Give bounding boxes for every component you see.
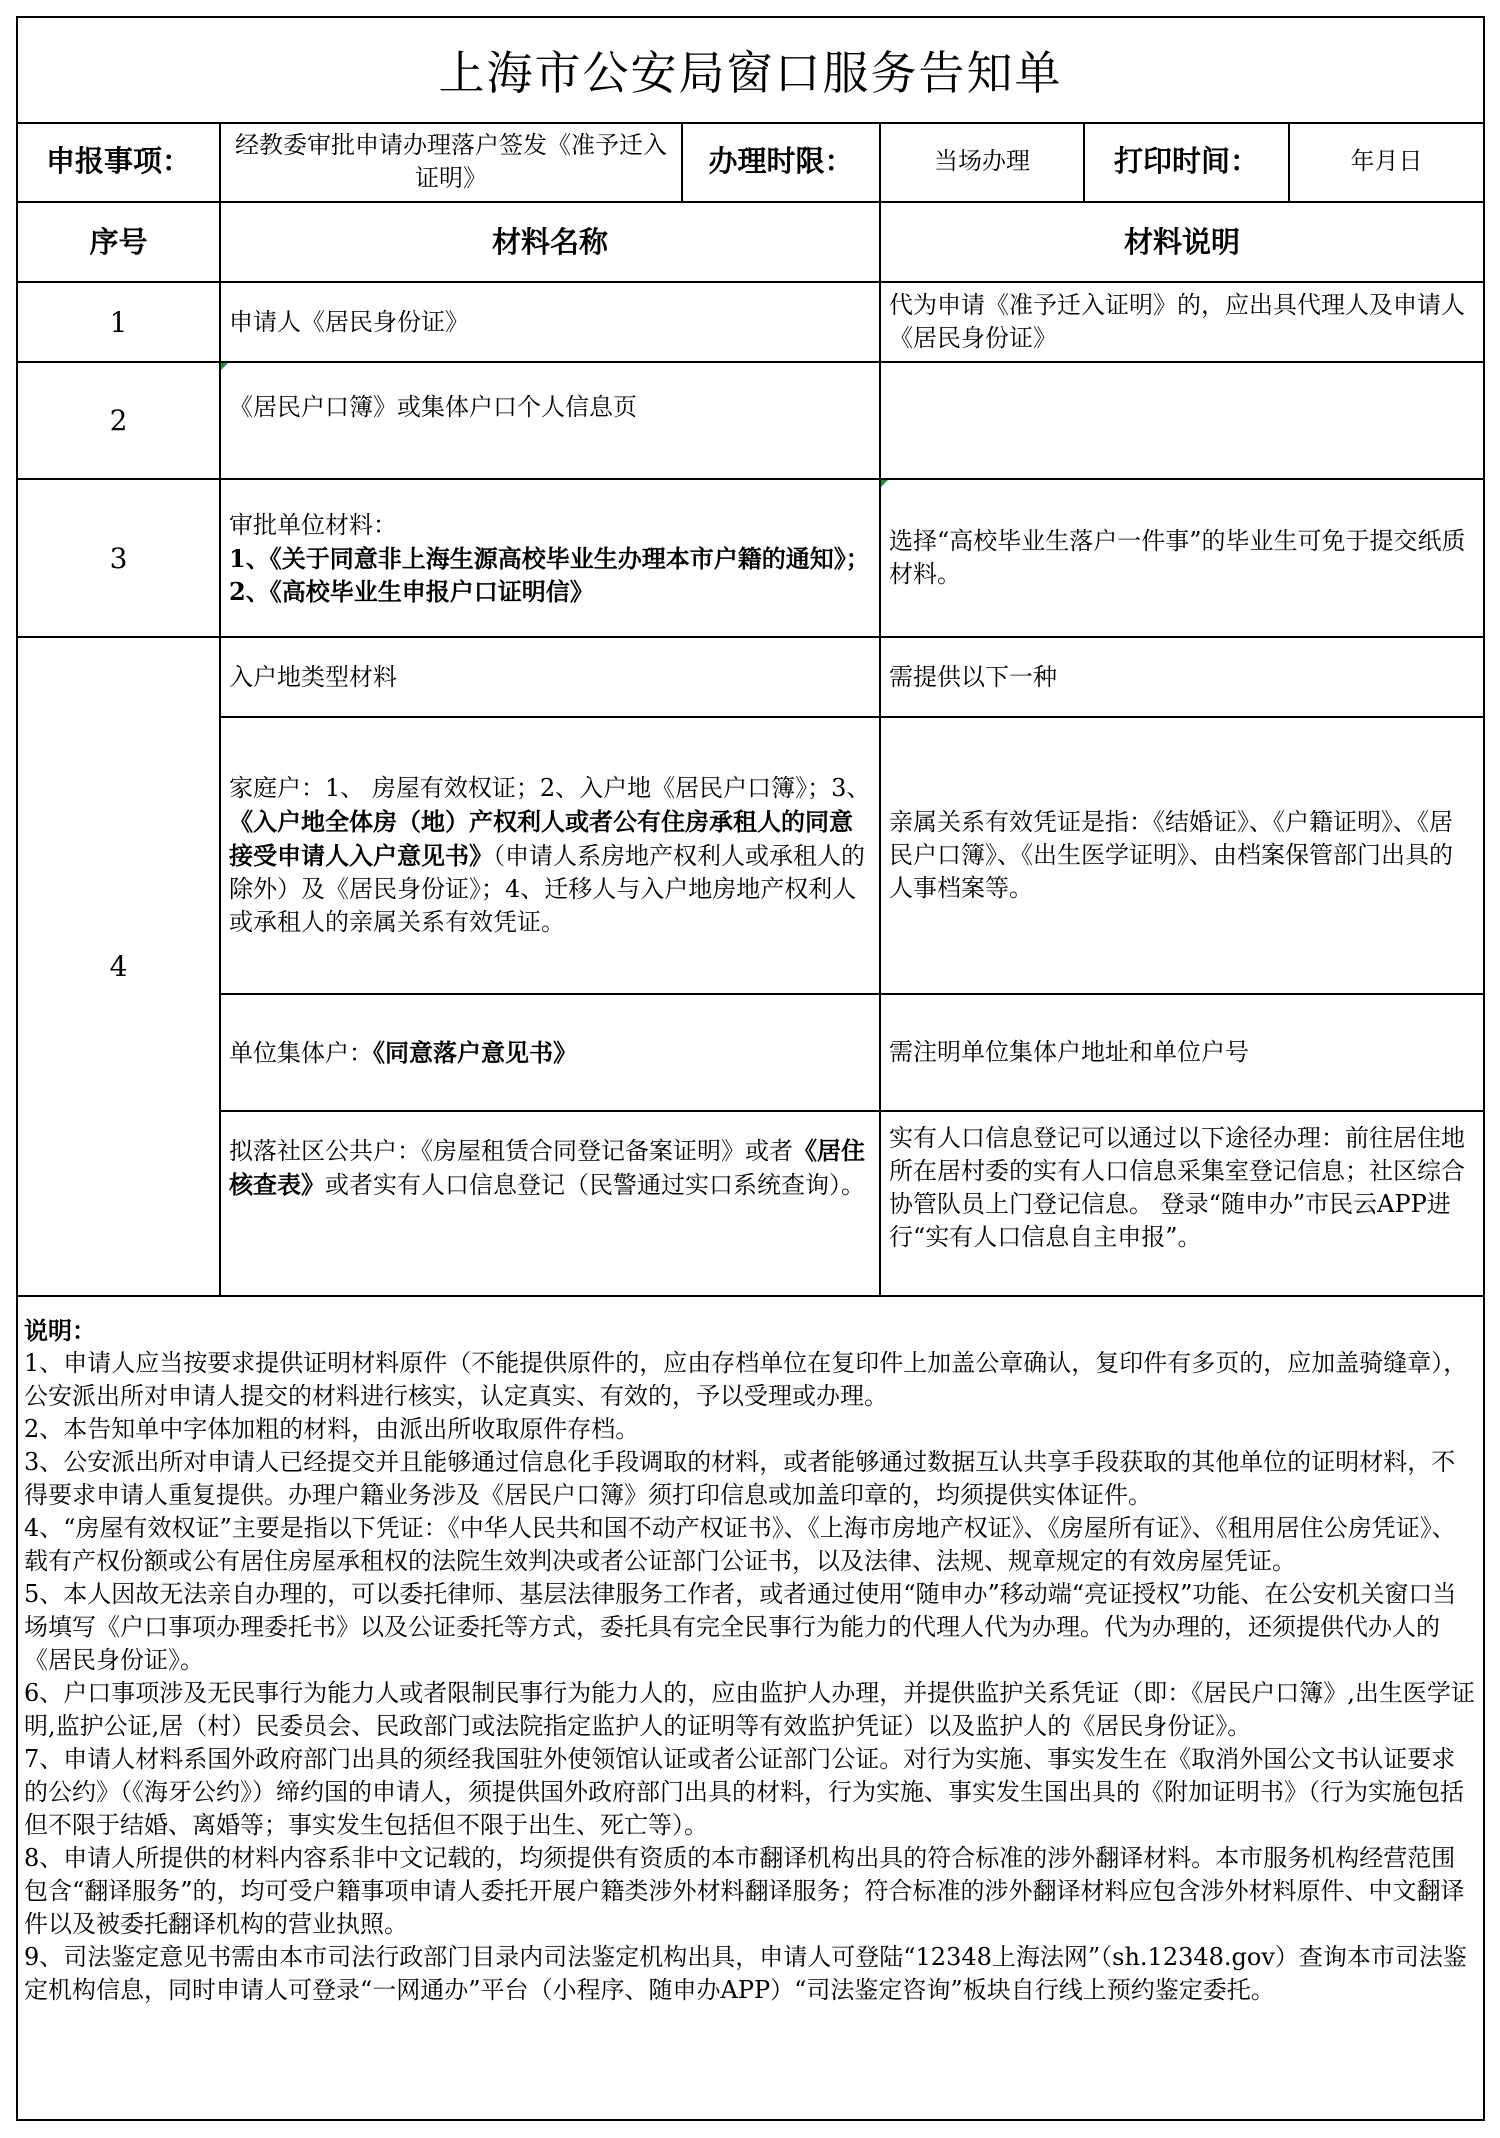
table-row bbox=[18, 479, 1483, 637]
material-desc: 实有人口信息登记可以通过以下途径办理：前往居住地所在居村委的实有人口信息采集室登记信息；社区综合协管队员上门登记信息。 登录“随申办”市民云APP进行“实有人口信息自主申报”。 bbox=[880, 1111, 1483, 1296]
notes-title: 说明： bbox=[24, 1316, 96, 1345]
table-row bbox=[18, 994, 1483, 1111]
note-item: 7、申请人材料系国外政府部门出具的须经我国驻外使领馆认证或者公证部门公证。对行为实施、事实发生在《取消外国公文书认证要求的公约》（《海牙公约》）缔约国的申请人，须提供国外政府部门出具的材料，行为实施、事实发生国出具的《附加证明书》（行为实施包括但不限于结婚、离婚等；事实发生包括但不限于出生、死亡等）。 bbox=[24, 1745, 1464, 1839]
material-name: 入户地类型材料 bbox=[220, 637, 880, 717]
material-desc: 选择“高校毕业生落户一件事”的毕业生可免于提交纸质材料。 bbox=[880, 479, 1483, 637]
material-text: 或者实有人口信息登记（民警通过实口系统查询）。 bbox=[325, 1171, 865, 1199]
material-desc: 代为申请《准予迁入证明》的，应出具代理人及申请人《居民身份证》 bbox=[880, 282, 1483, 362]
notes-section bbox=[18, 1312, 1483, 2007]
material-text: （申请人系房地产权利人或承租人的除外）及《居民身份证》；4、迁移人与入户地房地产权利人或承租人的亲属关系有效凭证。 bbox=[229, 842, 865, 936]
material-desc bbox=[880, 362, 1483, 479]
material-text: 拟落社区公共户：《房屋租赁合同登记备案证明》或者 bbox=[229, 1137, 793, 1165]
material-name bbox=[220, 994, 880, 1111]
material-intro: 审批单位材料： bbox=[229, 510, 397, 539]
column-header-row bbox=[18, 202, 1483, 282]
table-row bbox=[18, 717, 1483, 994]
note-item: 8、申请人所提供的材料内容系非中文记载的，均须提供有资质的本市翻译机构出具的符合标准的涉外翻译材料。本市服务机构经营范围包含“翻译服务”的，均可受户籍事项申请人委托开展户籍类涉外材料翻译服务；符合标准的涉外翻译材料应包含涉外材料原件、中文翻译件以及被委托翻译机构的营业执照。 bbox=[24, 1844, 1465, 1938]
materials-table bbox=[18, 122, 1483, 1297]
material-text-bold: 《同意落户意见书》 bbox=[373, 1037, 577, 1067]
material-name bbox=[220, 479, 880, 637]
material-text-bold: 《入户地全体房（地）产权利人或者公有住房承租人的同意接受申请人入户意见书》 bbox=[229, 807, 853, 870]
note-item: 4、“房屋有效权证”主要是指以下凭证：《中华人民共和国不动产权证书》、《上海市房地产权证》、《房屋所有证》、《租用居住公房凭证》、载有产权份额或公有居住房屋承租权的法院生效判决或者公证部门公证书，以及法律、法规、规章规定的有效房屋凭证。 bbox=[24, 1514, 1456, 1575]
apply-value: 经教委审批申请办理落户签发《准予迁入证明》 bbox=[220, 122, 682, 202]
table-row bbox=[18, 637, 1483, 717]
page-title: 上海市公安局窗口服务告知单 bbox=[18, 18, 1483, 124]
deadline-value: 当场办理 bbox=[880, 122, 1084, 202]
material-item: 1、《关于同意非上海生源高校毕业生办理本市户籍的通知》； bbox=[229, 543, 870, 573]
note-item: 1、申请人应当按要求提供证明材料原件（不能提供原件的，应由存档单位在复印件上加盖公章确认，复印件有多页的，应加盖骑缝章），公安派出所对申请人提交的材料进行核实，认定真实、有效的，予以受理或办理。 bbox=[24, 1349, 1468, 1410]
material-text: 单位集体户： bbox=[229, 1038, 373, 1067]
note-item: 3、公安派出所对申请人已经提交并且能够通过信息化手段调取的材料，或者能够通过数据互认共享手段获取的其他单位的证明材料，不得要求申请人重复提供。办理户籍业务涉及《居民户口簿》须打印信息或加盖印章的，均须提供实体证件。 bbox=[24, 1448, 1456, 1509]
col-header-desc: 材料说明 bbox=[880, 202, 1483, 282]
note-item: 9、司法鉴定意见书需由本市司法行政部门目录内司法鉴定机构出具，申请人可登陆“12348上海法网”（sh.12348.gov）查询本市司法鉴定机构信息，同时申请人可登录“一网通办”平台（小程序、随申办APP）“司法鉴定咨询”板块自行线上预约鉴定委托。 bbox=[24, 1943, 1467, 2004]
material-name: 《居民户口簿》或集体户口个人信息页 bbox=[220, 362, 880, 479]
col-header-no: 序号 bbox=[18, 202, 220, 282]
table-row bbox=[18, 362, 1483, 479]
material-item: 2、《高校毕业生申报户口证明信》 bbox=[229, 576, 594, 606]
print-time-value: 年月日 bbox=[1289, 122, 1483, 202]
apply-label: 申报事项： bbox=[18, 122, 220, 202]
deadline-label: 办理时限： bbox=[682, 122, 880, 202]
material-desc: 需提供以下一种 bbox=[880, 637, 1483, 717]
material-text: 家庭户：1、 房屋有效权证；2、入户地《居民户口簿》；3、 bbox=[229, 774, 871, 802]
material-desc: 亲属关系有效凭证是指：《结婚证》、《户籍证明》、《居民户口簿》、《出生医学证明》、由档案保管部门出具的人事档案等。 bbox=[880, 717, 1483, 994]
note-item: 2、本告知单中字体加粗的材料，由派出所收取原件存档。 bbox=[24, 1415, 640, 1443]
row-number: 4 bbox=[18, 637, 220, 1296]
material-name: 申请人《居民身份证》 bbox=[220, 282, 880, 362]
material-text-bold: 《居住核查表》 bbox=[229, 1136, 865, 1199]
note-item: 6、户口事项涉及无民事行为能力人或者限制民事行为能力人的，应由监护人办理，并提供监护关系凭证（即：《居民户口簿》,出生医学证明,监护公证,居（村）民委员会、民政部门或法院指定监护人的证明等有效监护凭证）以及监护人的《居民身份证》。 bbox=[24, 1679, 1475, 1740]
print-time-label: 打印时间： bbox=[1084, 122, 1289, 202]
material-name bbox=[220, 1111, 880, 1296]
table-row bbox=[18, 1111, 1483, 1296]
row-number: 1 bbox=[18, 282, 220, 362]
notice-form bbox=[16, 16, 1485, 2121]
material-name bbox=[220, 717, 880, 994]
header-row bbox=[18, 122, 1483, 202]
row-number: 2 bbox=[18, 362, 220, 479]
material-desc: 需注明单位集体户地址和单位户号 bbox=[880, 994, 1483, 1111]
row-number: 3 bbox=[18, 479, 220, 637]
table-row bbox=[18, 282, 1483, 362]
col-header-name: 材料名称 bbox=[220, 202, 880, 282]
note-item: 5、本人因故无法亲自办理的，可以委托律师、基层法律服务工作者，或者通过使用“随申办”移动端“亮证授权”功能、在公安机关窗口当场填写《户口事项办理委托书》以及公证委托等方式，委托具有完全民事行为能力的代理人代为办理。代为办理的，还须提供代办人的《居民身份证》。 bbox=[24, 1580, 1457, 1674]
